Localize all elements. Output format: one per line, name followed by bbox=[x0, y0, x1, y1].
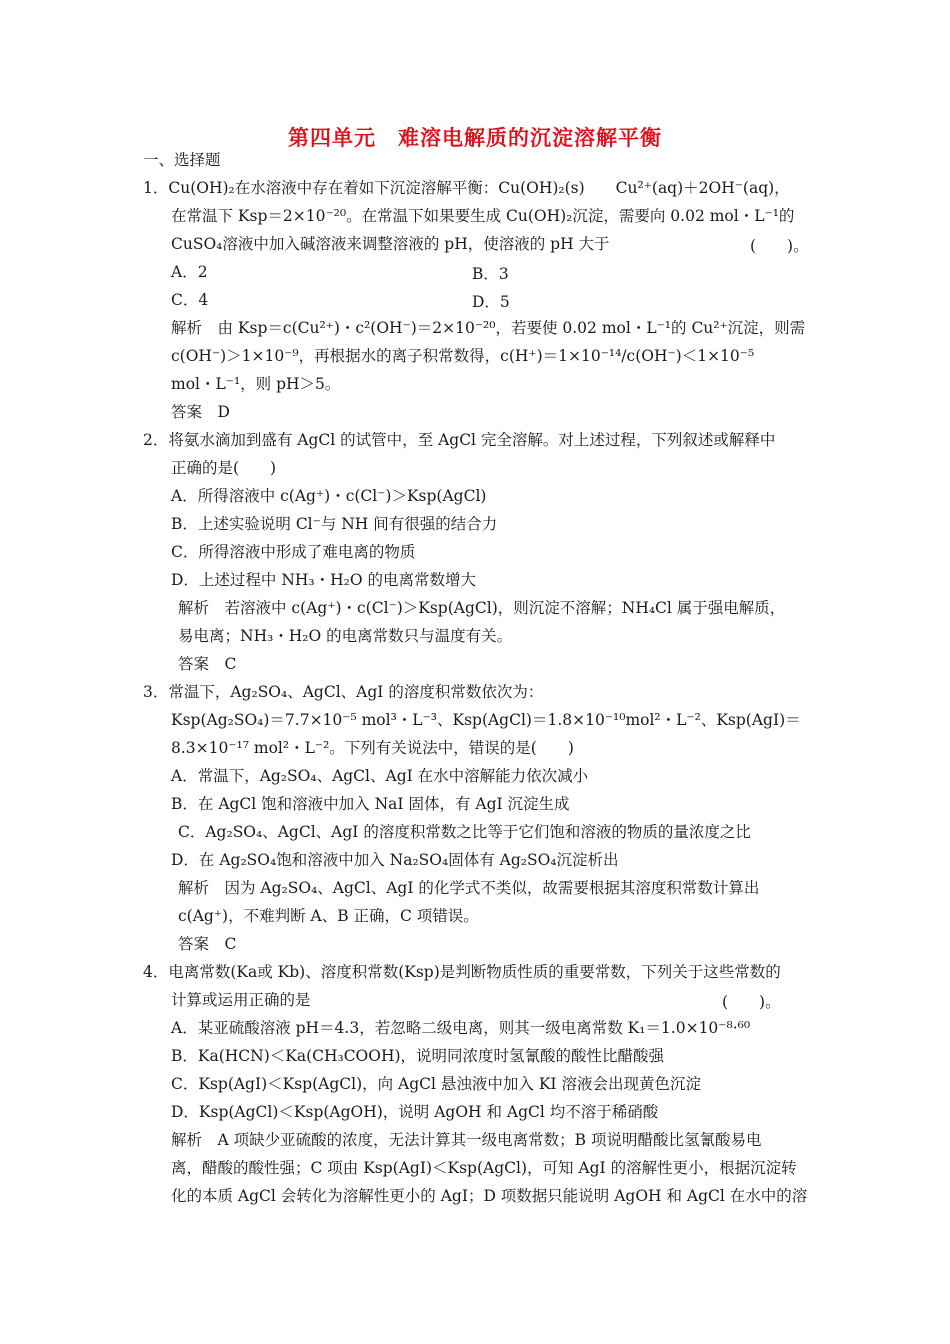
text-line: 计算或运用正确的是 bbox=[171, 991, 311, 1009]
text-line: D．在 Ag₂SO₄饱和溶液中加入 Na₂SO₄固体有 Ag₂SO₄沉淀析出 bbox=[171, 851, 619, 869]
document-title: 第四单元 难溶电解质的沉淀溶解平衡 bbox=[288, 126, 662, 150]
text-line: C．所得溶液中形成了难电离的物质 bbox=[171, 543, 416, 561]
text-line: A．所得溶液中 c(Ag⁺)・c(Cl⁻)＞Ksp(AgCl) bbox=[171, 487, 487, 505]
text-line: C．4 bbox=[171, 291, 209, 309]
text-line: 3．常温下，Ag₂SO₄、AgCl、AgI 的溶度积常数依次为： bbox=[143, 683, 544, 701]
text-line: A．常温下，Ag₂SO₄、AgCl、AgI 在水中溶解能力依次减小 bbox=[171, 767, 589, 785]
inline-item: ( )。 bbox=[750, 237, 809, 255]
text-line: 一、选择题 bbox=[143, 151, 221, 169]
text-line: 解析 若溶液中 c(Ag⁺)・c(Cl⁻)＞Ksp(AgCl)，则沉淀不溶解；NH₄Cl 属于强电解质， bbox=[178, 599, 786, 617]
text-line: 答案 D bbox=[171, 403, 230, 421]
text-line: mol・L⁻¹，则 pH＞5。 bbox=[171, 375, 341, 393]
inline-item: ( )。 bbox=[722, 993, 781, 1011]
text-line: 解析 由 Ksp＝c(Cu²⁺)・c²(OH⁻)＝2×10⁻²⁰，若要使 0.02 mol・L⁻¹的 Cu²⁺沉淀，则需 bbox=[171, 319, 806, 337]
text-line: 2．将氨水滴加到盛有 AgCl 的试管中，至 AgCl 完全溶解。对上述过程，下列叙述或解释中 bbox=[143, 431, 776, 449]
text-line: 答案 C bbox=[178, 655, 237, 673]
inline-item: D．5 bbox=[472, 293, 510, 311]
text-line: CuSO₄溶液中加入碱溶液来调整溶液的 pH，使溶液的 pH 大于 bbox=[171, 235, 610, 253]
text-line: C．Ksp(AgI)＜Ksp(AgCl)，向 AgCl 悬浊液中加入 KI 溶液会出现黄色沉淀 bbox=[171, 1075, 701, 1093]
text-line: 易电离；NH₃・H₂O 的电离常数只与温度有关。 bbox=[178, 627, 513, 645]
text-line: A．某亚硫酸溶液 pH＝4.3，若忽略二级电离，则其一级电离常数 K₁＝1.0×10⁻⁸·⁶⁰ bbox=[171, 1019, 751, 1037]
text-line: 化的本质 AgCl 会转化为溶解性更小的 AgI；D 项数据只能说明 AgOH 和 AgCl 在水中的溶 bbox=[171, 1187, 808, 1205]
text-line: A．2 bbox=[171, 263, 208, 281]
text-line: 8.3×10⁻¹⁷ mol²・L⁻²。下列有关说法中，错误的是( ) bbox=[171, 739, 574, 757]
text-line: 解析 因为 Ag₂SO₄、AgCl、AgI 的化学式不类似，故需要根据其溶度积常数计算出 bbox=[178, 879, 760, 897]
text-line: D．Ksp(AgCl)＜Ksp(AgOH)，说明 AgOH 和 AgCl 均不溶于稀硝酸 bbox=[171, 1103, 659, 1121]
text-line: D．上述过程中 NH₃・H₂O 的电离常数增大 bbox=[171, 571, 477, 589]
text-line: c(OH⁻)＞1×10⁻⁹，再根据水的离子积常数得，c(H⁺)＝1×10⁻¹⁴/c(OH⁻)＜1×10⁻⁵ bbox=[171, 347, 755, 365]
text-line: 解析 A 项缺少亚硫酸的浓度，无法计算其一级电离常数；B 项说明醋酸比氢氰酸易电 bbox=[171, 1131, 762, 1149]
text-line: B．Ka(HCN)＜Ka(CH₃COOH)，说明同浓度时氢氰酸的酸性比醋酸强 bbox=[171, 1047, 665, 1065]
text-line: 正确的是( ) bbox=[171, 459, 277, 477]
text-line: C．Ag₂SO₄、AgCl、AgI 的溶度积常数之比等于它们饱和溶液的物质的量浓度之比 bbox=[178, 823, 751, 841]
text-line: 4．电离常数(Ka或 Kb)、溶度积常数(Ksp)是判断物质性质的重要常数，下列关于这些常数的 bbox=[143, 963, 781, 981]
text-line: Ksp(Ag₂SO₄)＝7.7×10⁻⁵ mol³・L⁻³、Ksp(AgCl)＝1.8×10⁻¹⁰mol²・L⁻²、Ksp(AgI)＝ bbox=[171, 711, 801, 729]
text-line: 1．Cu(OH)₂在水溶液中存在着如下沉淀溶解平衡：Cu(OH)₂(s) Cu²⁺(aq)＋2OH⁻(aq)， bbox=[143, 179, 790, 197]
inline-item: B．3 bbox=[472, 265, 509, 283]
text-line: 答案 C bbox=[178, 935, 237, 953]
text-line: c(Ag⁺)，不难判断 A、B 正确，C 项错误。 bbox=[178, 907, 479, 925]
text-line: B．在 AgCl 饱和溶液中加入 NaI 固体，有 AgI 沉淀生成 bbox=[171, 795, 570, 813]
text-line: 离，醋酸的酸性强；C 项由 Ksp(AgI)＜Ksp(AgCl)，可知 AgI 的溶解性更小，根据沉淀转 bbox=[171, 1159, 797, 1177]
text-line: 在常温下 Ksp＝2×10⁻²⁰。在常温下如果要生成 Cu(OH)₂沉淀，需要向 0.02 mol・L⁻¹的 bbox=[171, 207, 795, 225]
text-line: B．上述实验说明 Cl⁻与 NH 间有很强的结合力 bbox=[171, 515, 498, 533]
